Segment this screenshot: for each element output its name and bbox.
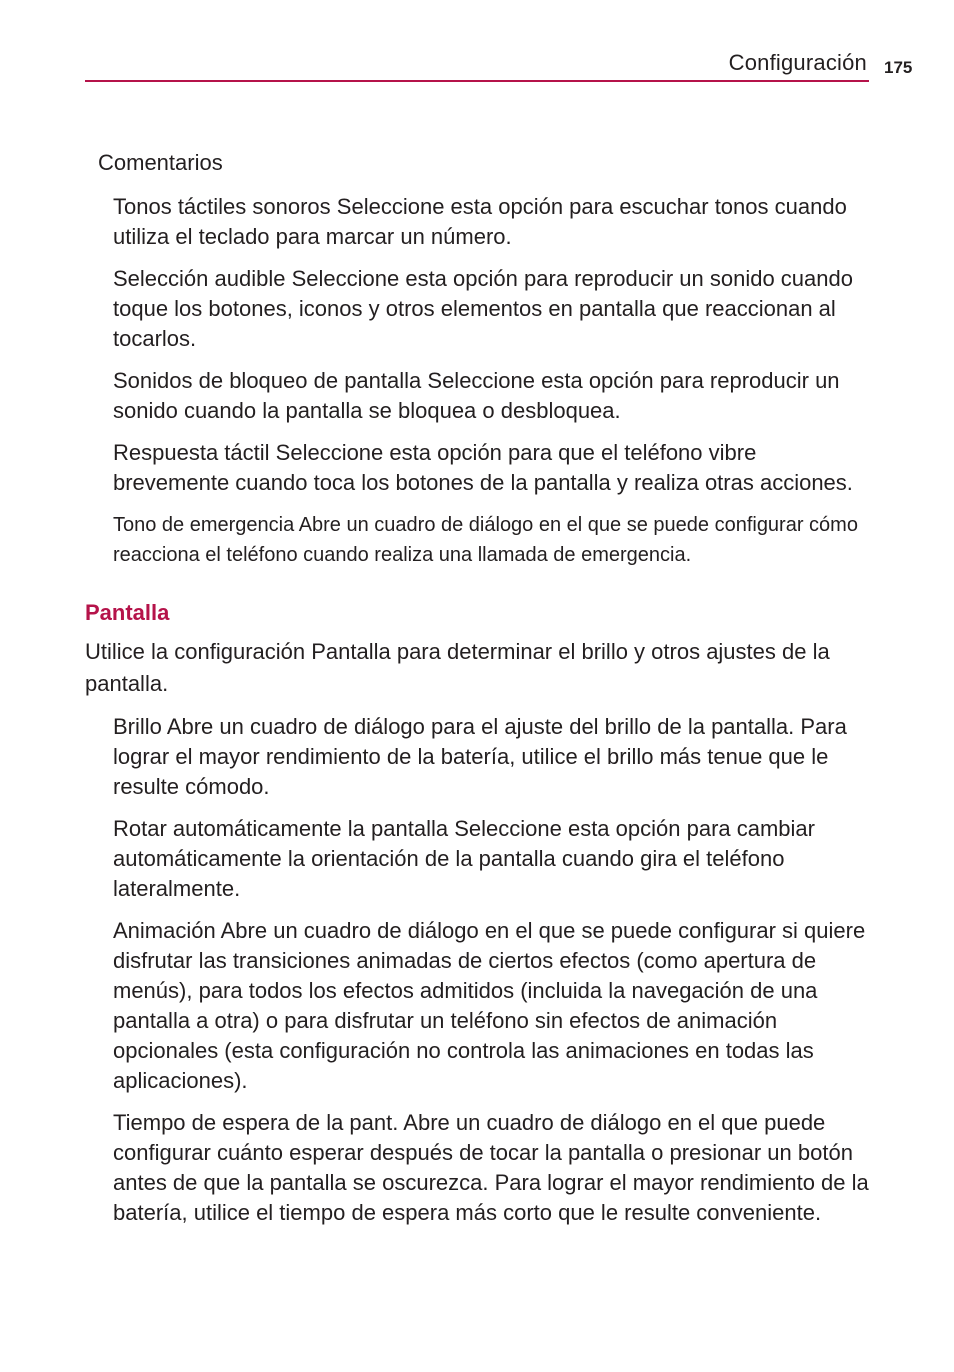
display-intro: Utilice la configuración Pantalla para determinar el brillo y otros ajustes de la pantalla. — [85, 639, 830, 696]
setting-term: Sonidos de bloqueo de pantalla — [113, 368, 422, 393]
setting-term: Tono de emergencia — [113, 514, 295, 536]
setting-description: Seleccione esta opción para reproducir un sonido cuando toque los botones, iconos y otros elementos en pantalla que reaccionan al tocarlos. — [113, 266, 853, 351]
setting-entry-auto-rotate — [113, 814, 875, 904]
setting-description: Abre un cuadro de diálogo en el que se puede configurar cómo reacciona el teléfono cuando realiza una llamada de emergencia. — [113, 514, 858, 566]
setting-term: Brillo — [113, 714, 162, 739]
setting-term: Tonos táctiles sonoros — [113, 194, 331, 219]
setting-entry-animation — [113, 916, 875, 1096]
setting-entry-brightness — [113, 712, 875, 802]
setting-entry-emergency-tone — [113, 510, 875, 570]
feedback-subheading: Comentarios — [98, 150, 223, 175]
setting-entry-audible-selection — [113, 264, 875, 354]
setting-entry-haptic-feedback — [113, 438, 875, 498]
setting-term: Rotar automáticamente la pantalla — [113, 816, 449, 841]
page-content — [85, 148, 875, 1240]
page-header-title: Configuración — [728, 50, 867, 75]
setting-term: Animación — [113, 918, 216, 943]
setting-description: Seleccione esta opción para que el teléfono vibre brevemente cuando toca los botones de la pantalla y realiza otras acciones. — [113, 440, 853, 495]
setting-description: Seleccione esta opción para escuchar tonos cuando utiliza el teclado para marcar un número. — [113, 194, 847, 249]
setting-entry-screen-lock-sounds — [113, 366, 875, 426]
page-number: 175 — [884, 58, 913, 77]
setting-description: Abre un cuadro de diálogo para el ajuste del brillo de la pantalla. Para lograr el mayor rendimiento de la batería, utilice el brillo más tenue que le resulte cómodo. — [113, 714, 847, 799]
setting-description: Abre un cuadro de diálogo en el que se puede configurar si quiere disfrutar las transiciones animadas de ciertos efectos (como apertura de menús), para todos los efectos admitidos (incluida la navegación de una pantalla a otra) o para disfrutar un teléfono sin efectos de animación opcionales (esta configuración no controla las animaciones en todas las aplicaciones). — [113, 918, 866, 1093]
setting-term: Respuesta táctil — [113, 440, 270, 465]
display-section-heading: Pantalla — [85, 600, 170, 625]
setting-term: Tiempo de espera de la pant. — [113, 1110, 399, 1135]
setting-term: Selección audible — [113, 266, 286, 291]
setting-description: Seleccione esta opción para reproducir un sonido cuando la pantalla se bloquea o desbloquea. — [113, 368, 840, 423]
header-divider — [85, 80, 869, 82]
setting-description: Abre un cuadro de diálogo en el que puede configurar cuánto esperar después de tocar la pantalla o presionar un botón antes de que la pantalla se oscurezca. Para lograr el mayor rendimiento de la batería, utilice el tiempo de espera más corto que le resulte conveniente. — [113, 1110, 869, 1225]
setting-entry-screen-timeout — [113, 1108, 875, 1228]
setting-entry-touch-tones — [113, 192, 875, 252]
setting-description: Seleccione esta opción para cambiar automáticamente la orientación de la pantalla cuando gira el teléfono lateralmente. — [113, 816, 815, 901]
